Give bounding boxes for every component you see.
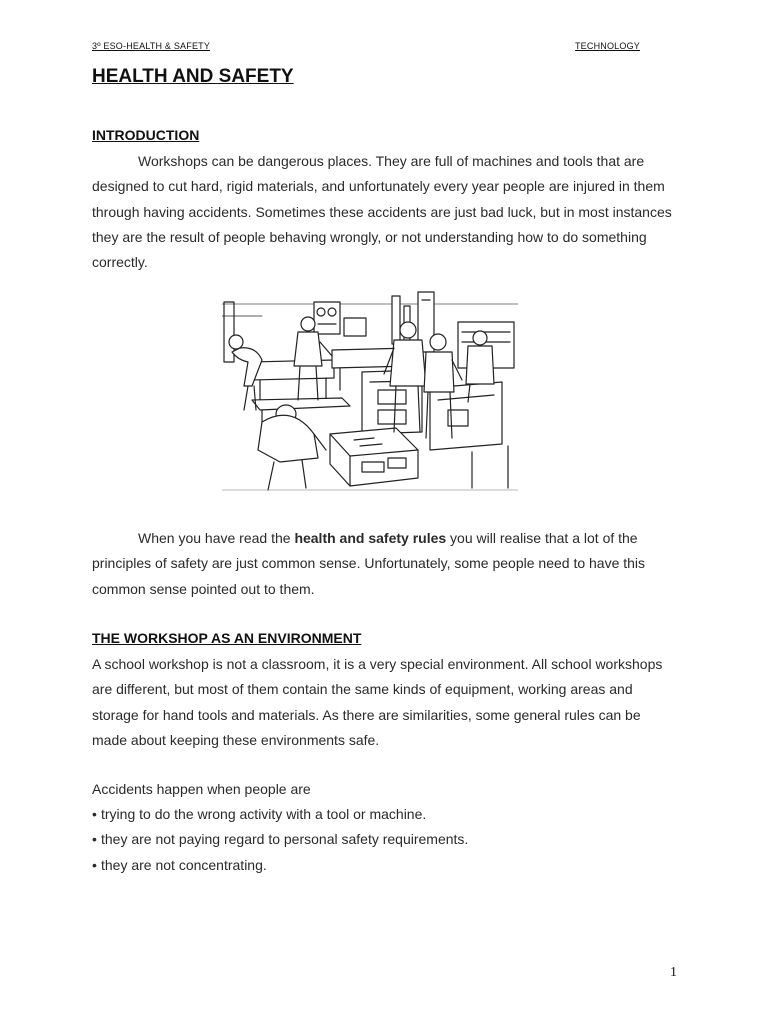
bullet-icon: •	[92, 806, 97, 822]
page-number: 1	[670, 965, 677, 980]
list-item-text: trying to do the wrong activity with a tool or machine.	[101, 806, 427, 822]
list-item-text: they are not paying regard to personal safety requirements.	[101, 831, 469, 848]
rules-paragraph-bold: health and safety rules	[294, 530, 447, 546]
bullet-icon: •	[92, 831, 97, 848]
workshop-illustration	[222, 282, 518, 492]
accidents-list	[92, 802, 468, 878]
list-item	[92, 853, 468, 878]
workshop-paragraph: A school workshop is not a classroom, it is a very special environment. All school workshops are different, but most of them contain the same kinds of equipment, working areas and storage for hand tools and materials. As there are similarities, some general rules can be made about keeping these environments safe.	[92, 656, 663, 748]
rules-paragraph	[92, 526, 676, 602]
rules-paragraph-after: you will realise that a lot of the principles of safety are just common sense. Unfortunately, some people need to have this common sense pointed out to them.	[92, 530, 646, 597]
bullet-icon: •	[92, 856, 97, 873]
list-item	[92, 827, 468, 852]
introduction-paragraph: Workshops can be dangerous places. They are full of machines and tools that are designed to cut hard, rigid materials, and unfortunately every year people are injured in them through having accidents. Sometimes these accidents are just bad luck, but in most instances they are the result of people behaving wrongly, or not understanding how to do something correctly.	[92, 153, 672, 271]
rules-paragraph-before: When you have read the	[138, 530, 295, 546]
header-right: TECHNOLOGY	[574, 41, 640, 51]
list-item	[92, 802, 468, 827]
introduction-heading: INTRODUCTION	[92, 127, 200, 143]
page-title: HEALTH AND SAFETY	[92, 66, 294, 87]
workshop-heading: THE WORKSHOP AS AN ENVIRONMENT	[92, 630, 362, 646]
header-left: 3º ESO-HEALTH & SAFETY	[92, 41, 211, 51]
list-item-text: they are not concentrating.	[101, 856, 267, 873]
accidents-intro: Accidents happen when people are	[92, 781, 311, 797]
